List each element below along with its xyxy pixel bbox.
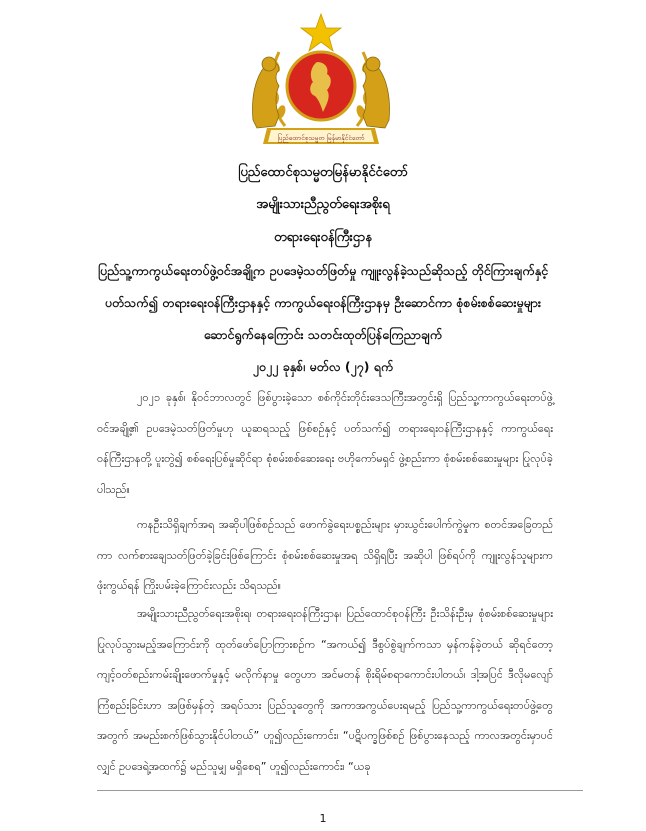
page-number: 1 bbox=[319, 812, 327, 825]
emblem-banner-text: ပြည်ထောင်စုသမ္မတ မြန်မာနိုင်ငံတော် bbox=[277, 134, 365, 142]
footer-divider bbox=[97, 790, 583, 791]
document-date: ၂၀၂၂ ခုနှစ်၊ မတ်လ (၂၇) ရက် bbox=[252, 359, 394, 374]
header-country: ပြည်ထောင်စုသမ္မတမြန်မာနိုင်ငံတော် bbox=[238, 165, 408, 180]
title-line-1: ပြည်သူ့ကာကွယ်ရေးတပ်ဖွဲ့ဝင်အချို့က ဥပဒေမဲ့သတ်ဖြတ်မှု ကျူးလွန်ခဲ့သည်ဆိုသည့် တိုင်ကြားချက်နှင့် bbox=[97, 263, 549, 278]
state-seal-icon bbox=[245, 8, 397, 153]
title-line-2: ပတ်သက်၍ တရားရေးဝန်ကြီးဌာနနှင့် ကာကွယ်ရေးဝန်ကြီးဌာနမှ ဦးဆောင်ကာ စုံစမ်းစစ်ဆေးမှုများ bbox=[104, 295, 542, 310]
header-ministry: တရားရေးဝန်ကြီးဌာန bbox=[273, 230, 373, 245]
paragraph-2: ကနဦးသိရှိချက်အရ အဆိုပါဖြစ်စဉ်သည် ဖောက်ခွဲရေးပစ္စည်းများ မှားယွင်းပေါက်ကွဲမှုက စတင်အခြေတည်ကာ လက်စားချေသတ်ဖြတ်ခဲ့ခြင်းဖြစ်ကြောင်း စုံစမ်းစစ်ဆေးမှုအရ သိရှိရပြီး အဆိုပါ ဖြစ်ရပ်ကို ကျူးလွန်သူများက ဖုံးကွယ်ရန် ကြိုးပမ်းခဲ့ကြောင်းလည်း သိရသည်။ bbox=[97, 518, 553, 592]
title-line-3: ဆောင်ရွက်နေကြောင်း သတင်းထုတ်ပြန်ကြေညာချက် bbox=[203, 327, 443, 342]
paragraph-1: ၂၀၂၁ ခုနှစ်၊ နိုဝင်ဘာလတွင် ဖြစ်ပွားခဲ့သော စစ်ကိုင်းတိုင်းဒေသကြီးအတွင်းရှိ ပြည်သူ့ကာကွယ်ရေးတပ်ဖွဲ့ဝင်အချို့၏ ဥပဒေမဲ့သတ်ဖြတ်မှုဟု ယူဆရသည့် ဖြစ်စဉ်နှင့် ပတ်သက်၍ တရားရေးဝန်ကြီးဌာနနှင့် ကာကွယ်ရေးဝန်ကြီးဌာနတို့ ပူးတွဲ၍ စစ်ရေးပြစ်မှုဆိုင်ရာ စုံစမ်းစစ်ဆေးရေး ဗဟိုကော်မရှင် ဖွဲ့စည်းကာ စုံစမ်းစစ်ဆေးမှုများ ပြုလုပ်ခဲ့ပါသည်။ bbox=[97, 391, 553, 496]
header-government: အမျိုးသားညီညွတ်ရေးအစိုးရ bbox=[256, 197, 390, 212]
paragraph-3: အမျိုးသားညီညွတ်ရေးအစိုးရ၊ တရားရေးဝန်ကြီးဌာန၊ ပြည်ထောင်စုဝန်ကြီး ဦးသိန်းဦးမှ စုံစမ်းစစ်ဆေးမှုများ ပြုလုပ်သွားမည့်အကြောင်းကို ထုတ်ဖော်ပြောကြားစဉ်က “အကယ်၍ ဒီစွပ်စွဲချက်ကသာ မှန်ကန်ခဲ့တယ် ဆိုရင်တော့ ကျင့်ဝတ်စည်းကမ်းချိုးဖောက်မှုနှင့် မလိုက်နာမှု တွေဟာ အင်မတန် စိုးရိမ်စရာကောင်းပါတယ်၊ ဒါ့အပြင် ဒီလိုမလျော်ကြံစည်းခြင်းဟာ အဖြစ်မှန်တဲ့ အရပ်သား ပြည်သူတွေကို အကာအကွယ်ပေးရမည့် ပြည်သူ့ကာကွယ်ရေးတပ်ဖွဲ့တွေ အတွက် အမည်းစက်ဖြစ်သွားနိုင်ပါတယ်” ဟူ၍လည်းကောင်း၊ “ပဋိပက္ခဖြစ်စဉ် ဖြစ်ပွားနေသည့် ကာလအတွင်းမှာပင်လျှင် ဥပဒေရဲ့အထက်၌ မည်သူမျှ မရှိစေရ” ဟူ၍လည်းကောင်း၊ “ယခု bbox=[97, 607, 553, 773]
